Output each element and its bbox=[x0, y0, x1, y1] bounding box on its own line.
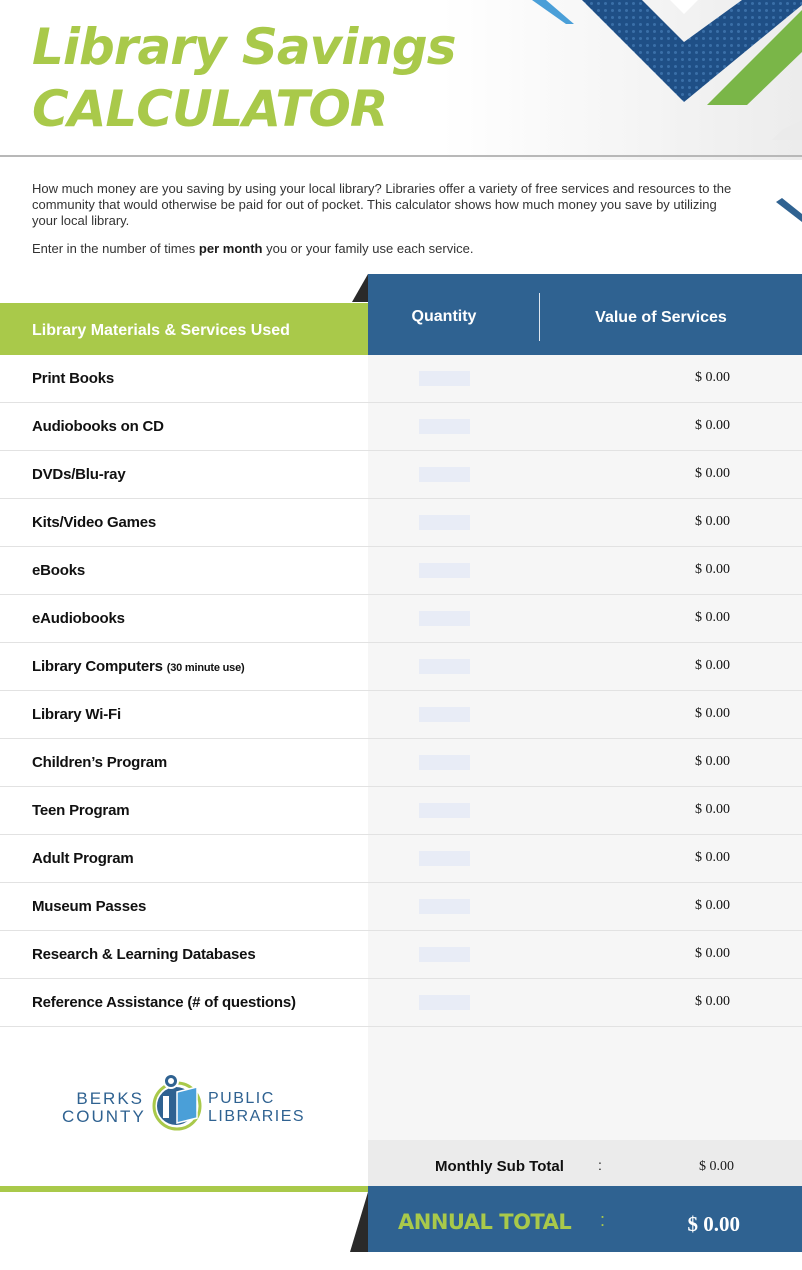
table-row bbox=[0, 355, 802, 403]
row-value: $ 0.00 bbox=[695, 706, 730, 721]
quantity-input[interactable] bbox=[419, 611, 470, 626]
quantity-input[interactable] bbox=[419, 803, 470, 818]
row-value: $ 0.00 bbox=[695, 466, 730, 481]
row-label: Library Computers (30 minute use) bbox=[32, 658, 245, 675]
table-row bbox=[0, 787, 802, 835]
quantity-input[interactable] bbox=[419, 707, 470, 722]
row-value: $ 0.00 bbox=[695, 418, 730, 433]
row-value: $ 0.00 bbox=[695, 850, 730, 865]
instruction-text bbox=[32, 241, 473, 256]
row-value: $ 0.00 bbox=[695, 946, 730, 961]
logo-right-text: PUBLIC LIBRARIES bbox=[208, 1090, 306, 1125]
table-header-label bbox=[0, 303, 368, 355]
table-row bbox=[0, 835, 802, 883]
row-label: eBooks bbox=[32, 562, 85, 579]
row-label: Reference Assistance (# of questions) bbox=[32, 994, 296, 1011]
instruction-after: you or your family use each service. bbox=[262, 241, 474, 256]
header-value: Value of Services bbox=[595, 309, 727, 326]
row-label: eAudiobooks bbox=[32, 610, 125, 627]
quantity-input[interactable] bbox=[419, 659, 470, 674]
library-logo bbox=[62, 1072, 306, 1134]
quantity-input[interactable] bbox=[419, 563, 470, 578]
row-label: Adult Program bbox=[32, 850, 134, 867]
quantity-input[interactable] bbox=[419, 371, 470, 386]
table-row bbox=[0, 643, 802, 691]
logo-mark-icon bbox=[149, 1072, 205, 1134]
row-value: $ 0.00 bbox=[695, 754, 730, 769]
intro-text: How much money are you saving by using your local library? Libraries offer a variety of free services and resources to the community that would otherwise be paid for out of pocket. This calculator shows how much money you save by utilizing your local library. bbox=[32, 181, 732, 228]
header-label-text: Library Materials & Services Used bbox=[32, 322, 290, 339]
monthly-subtotal-colon: : bbox=[598, 1157, 602, 1173]
footer-accent-line bbox=[0, 1186, 368, 1192]
header-quantity: Quantity bbox=[411, 308, 477, 325]
quantity-input[interactable] bbox=[419, 995, 470, 1010]
header-notch bbox=[352, 274, 368, 302]
quantity-input[interactable] bbox=[419, 899, 470, 914]
services-table bbox=[0, 355, 802, 1027]
row-value: $ 0.00 bbox=[695, 562, 730, 577]
table-row bbox=[0, 451, 802, 499]
table-row bbox=[0, 883, 802, 931]
quantity-input[interactable] bbox=[419, 515, 470, 530]
table-row bbox=[0, 547, 802, 595]
logo-left-text: BERKS COUNTY bbox=[62, 1089, 146, 1126]
table-row bbox=[0, 403, 802, 451]
table-row bbox=[0, 931, 802, 979]
quantity-input[interactable] bbox=[419, 467, 470, 482]
annual-total bbox=[368, 1186, 802, 1252]
row-value: $ 0.00 bbox=[695, 610, 730, 625]
instruction-before: Enter in the number of times bbox=[32, 241, 199, 256]
annual-total-colon: : bbox=[600, 1210, 606, 1230]
quantity-input[interactable] bbox=[419, 419, 470, 434]
annual-total-value: $ 0.00 bbox=[687, 1212, 740, 1236]
row-value: $ 0.00 bbox=[695, 370, 730, 385]
row-label: Print Books bbox=[32, 370, 114, 387]
row-label: Library Wi-Fi bbox=[32, 706, 121, 723]
quantity-input[interactable] bbox=[419, 947, 470, 962]
row-value: $ 0.00 bbox=[695, 802, 730, 817]
table-row bbox=[0, 595, 802, 643]
quantity-input[interactable] bbox=[419, 851, 470, 866]
row-value: $ 0.00 bbox=[695, 898, 730, 913]
annual-total-label: ANNUAL TOTAL bbox=[398, 1210, 572, 1234]
row-label: Teen Program bbox=[32, 802, 130, 819]
quantity-input[interactable] bbox=[419, 755, 470, 770]
monthly-subtotal bbox=[368, 1140, 802, 1186]
row-value: $ 0.00 bbox=[695, 658, 730, 673]
table-row bbox=[0, 739, 802, 787]
row-label: Museum Passes bbox=[32, 898, 147, 915]
title-line-2: CALCULATOR bbox=[32, 80, 388, 138]
table-row bbox=[0, 499, 802, 547]
title-line-1: Library Savings bbox=[32, 18, 456, 76]
row-value: $ 0.00 bbox=[695, 514, 730, 529]
monthly-subtotal-value: $ 0.00 bbox=[699, 1159, 734, 1174]
row-value: $ 0.00 bbox=[695, 994, 730, 1009]
row-label: Kits/Video Games bbox=[32, 514, 157, 531]
page-title bbox=[32, 16, 455, 140]
table-row bbox=[0, 691, 802, 739]
instruction-emphasis: per month bbox=[198, 241, 263, 256]
monthly-subtotal-label: Monthly Sub Total bbox=[435, 1158, 564, 1175]
annual-notch bbox=[350, 1192, 368, 1252]
title-divider bbox=[0, 155, 802, 157]
table-row bbox=[0, 979, 802, 1027]
row-label: Research & Learning Databases bbox=[32, 946, 256, 963]
row-label: Audiobooks on CD bbox=[32, 418, 164, 435]
row-label: DVDs/Blu-ray bbox=[32, 466, 126, 483]
row-label: Children’s Program bbox=[32, 754, 168, 771]
